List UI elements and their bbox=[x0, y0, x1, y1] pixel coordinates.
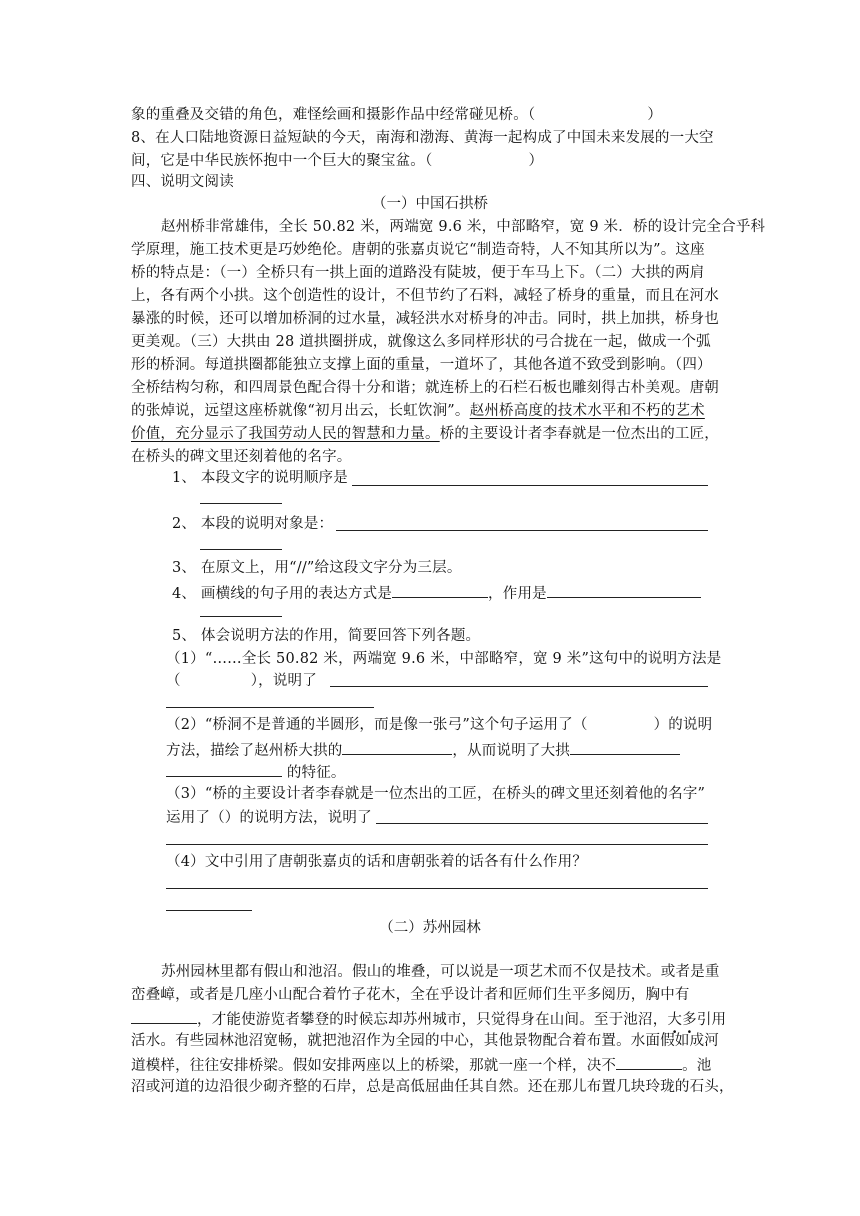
passage-1-line: 赵州桥非常雄伟，全长 50.82 米，两端宽 9.6 米，中部略窄，宽 9 米．桥的设计完全合乎科 bbox=[161, 219, 766, 235]
passage-1-line bbox=[131, 401, 705, 421]
passage-2-line bbox=[131, 1054, 712, 1076]
q8-text: 间，它是中华民族怀抱中一个巨大的聚宝盆。（ bbox=[131, 153, 433, 169]
underlined-sentence: 赵州桥高度的技术水平和不朽的艺术 bbox=[469, 403, 705, 419]
emphasis-char: 多 bbox=[682, 1012, 697, 1028]
p2-text-3: 道模样，往往安排桥梁。假如安排两座以上的桥梁，那就一座一个样，决不 bbox=[131, 1058, 617, 1074]
passage-1-line: 上，各有两个小拱。这个创造性的设计，不但节约了石料，减轻了桥身的重量，而且在河水 bbox=[131, 288, 719, 304]
passage-2-line: 活水。有些园林池沼宽畅，就把池沼作为全园的中心，其他景物配合着布置。水面假如成河 bbox=[131, 1033, 719, 1049]
passage-1-text: 桥的主要设计者李春就是一位杰出的工匠， bbox=[439, 426, 720, 442]
passage-1-line: 形的桥洞。每道拱圈都能独立支撑上面的重量，一道坏了，其他各道不致受到影响。（四） bbox=[131, 357, 712, 373]
passage-1-title: （一）中国石拱桥 bbox=[372, 196, 488, 212]
q5-4-answer-line-2[interactable] bbox=[166, 910, 252, 911]
q5-sub1-line2 bbox=[166, 671, 317, 691]
q5-sub3-line2: 运用了（）的说明方法，说明了 bbox=[166, 810, 372, 826]
p2-fill-blank-2[interactable] bbox=[616, 1054, 682, 1070]
q5-1-answer-line-2[interactable] bbox=[166, 707, 374, 708]
p2-text-4: 。池 bbox=[682, 1058, 712, 1074]
passage-2-line: 峦叠嶂，或者是几座小山配合着竹子花木，全在乎设计者和匠师们生平多阅历，胸中有 bbox=[131, 987, 690, 1003]
q5-2-text-4: ，从而说明了大拱 bbox=[452, 743, 571, 759]
passage-2-line: 苏州园林里都有假山和池沼。假山的堆叠，可以说是一项艺术而不仅是技术。或者是重 bbox=[161, 964, 720, 980]
underlined-sentence: 价值，充分显示了我国劳动人民的智慧和力量。 bbox=[131, 426, 440, 442]
q4-blank-purpose[interactable] bbox=[547, 582, 701, 598]
question-7-tail bbox=[131, 104, 662, 125]
p2-fill-blank-1[interactable] bbox=[131, 1008, 197, 1024]
passage-1-line: 学原理，施工技术更是巧妙绝伦。唐朝的张嘉贞说它“制造奇特，人不知其所以为”。这座 bbox=[131, 242, 705, 258]
passage-1-line: 桥的特点是：（一）全桥只有一拱上面的道路没有陡坡，便于车马上下。（二）大拱的两肩 bbox=[131, 265, 705, 281]
q1-answer-line[interactable] bbox=[352, 485, 708, 486]
q2-answer-line[interactable] bbox=[336, 530, 708, 531]
q2-answer-line-2[interactable] bbox=[200, 549, 282, 550]
emphasis-char: 大 bbox=[667, 1012, 683, 1028]
passage-1-line: 更美观。（三）大拱由 28 道拱圈拼成，就像这么多同样形状的弓合拢在一起，做成一个弧 bbox=[131, 334, 711, 350]
q7-paren: ） bbox=[647, 107, 663, 123]
question-4 bbox=[172, 582, 701, 604]
q5-1-answer-line[interactable] bbox=[330, 686, 708, 687]
q5-sub4: （4）文中引用了唐朝张嘉贞的话和唐朝张着的话各有什么作用？ bbox=[166, 854, 588, 870]
q5-2-shape-blank[interactable] bbox=[342, 739, 452, 755]
passage-1-text: 的张焯说，远望这座桥就像“初月出云，长虹饮涧”。 bbox=[131, 403, 470, 419]
q4-answer-line-2[interactable] bbox=[200, 616, 282, 617]
p2-text: ，才能使游览者攀登的时候忘却苏州城市，只觉得身在山间。至于池沼， bbox=[197, 1012, 668, 1028]
section-heading: 四、说明文阅读 bbox=[131, 174, 234, 190]
passage-2-title: （二）苏州园林 bbox=[379, 920, 481, 936]
q7-text: 象的重叠及交错的角色，难怪绘画和摄影作品中经常碰见桥。（ bbox=[131, 107, 536, 123]
q4-text-2: ，作用是 bbox=[488, 586, 547, 602]
passage-1-line: 在桥头的碑文里还刻着他的名字。 bbox=[131, 449, 352, 465]
q5-2-text-3: 方法，描绘了赵州桥大拱的 bbox=[166, 743, 343, 759]
q5-3-answer-line[interactable] bbox=[376, 823, 708, 824]
p2-text-2: 引用 bbox=[696, 1012, 727, 1028]
q5-2-text-5: 的特征。 bbox=[286, 765, 346, 781]
q8-answer-blank[interactable] bbox=[432, 150, 528, 165]
q5-1-text: ），说明了 bbox=[250, 673, 317, 689]
q5-sub2-line2 bbox=[166, 739, 680, 761]
question-1: 1、 本段文字的说明顺序是 bbox=[172, 470, 348, 486]
q5-3-answer-line-2[interactable] bbox=[166, 844, 708, 845]
passage-1-line: 暴涨的时候，还可以增加桥洞的过水量，减轻洪水对桥身的冲击。同时，拱上加拱，桥身也 bbox=[131, 311, 719, 327]
passage-1-line bbox=[131, 424, 719, 444]
question-8-line1: 8、在人口陆地资源日益短缺的今天，南海和渤海、黄海一起构成了中国未来发展的一大空 bbox=[131, 130, 714, 146]
q4-text: 4、 画横线的句子用的表达方式是 bbox=[172, 586, 393, 602]
q5-4-answer-line[interactable] bbox=[166, 888, 708, 889]
q5-2-feature-blank[interactable] bbox=[570, 739, 680, 755]
q5-2-text: （2）“桥洞不是普通的半圆形，而是像一张弓”这个句子运用了（ bbox=[166, 717, 588, 733]
question-3: 3、 在原文上，用“//”给这段文字分为三层。 bbox=[172, 560, 462, 576]
q5-2-text-2: ）的说明 bbox=[653, 717, 713, 733]
q8-paren: ） bbox=[528, 153, 544, 169]
q5-sub2-line3 bbox=[166, 761, 346, 783]
q5-2-feature-blank-2[interactable] bbox=[166, 761, 282, 777]
question-2: 2、 本段的说明对象是： bbox=[172, 516, 334, 532]
q1-answer-line-2[interactable] bbox=[200, 503, 282, 504]
q7-answer-blank[interactable] bbox=[535, 104, 647, 119]
q5-sub3: （3）“桥的主要设计者李春就是一位杰出的工匠，在桥头的碑文里还刻着他的名字” bbox=[166, 786, 706, 802]
passage-2-line bbox=[131, 1008, 726, 1030]
q4-blank-expression[interactable] bbox=[392, 582, 488, 598]
q5-sub1: （1）“……全长 50.82 米，两端宽 9.6 米，中部略窄，宽 9 米”这句中的说明方法是 bbox=[166, 651, 722, 667]
q5-1-paren-open: （ bbox=[166, 673, 181, 689]
question-5: 5、 体会说明方法的作用，简要回答下列各题。 bbox=[172, 628, 481, 644]
passage-1-line: 全桥结构匀称，和四周景色配合得十分和谐；就连桥上的石栏石板也雕刻得古朴美观。唐朝 bbox=[131, 380, 719, 396]
q5-sub2 bbox=[166, 715, 712, 735]
question-8-line2 bbox=[131, 150, 543, 171]
passage-2-line: 沼或河道的边沿很少砌齐整的石岸，总是高低屈曲任其自然。还在那儿布置几块玲珑的石头， bbox=[131, 1079, 734, 1095]
